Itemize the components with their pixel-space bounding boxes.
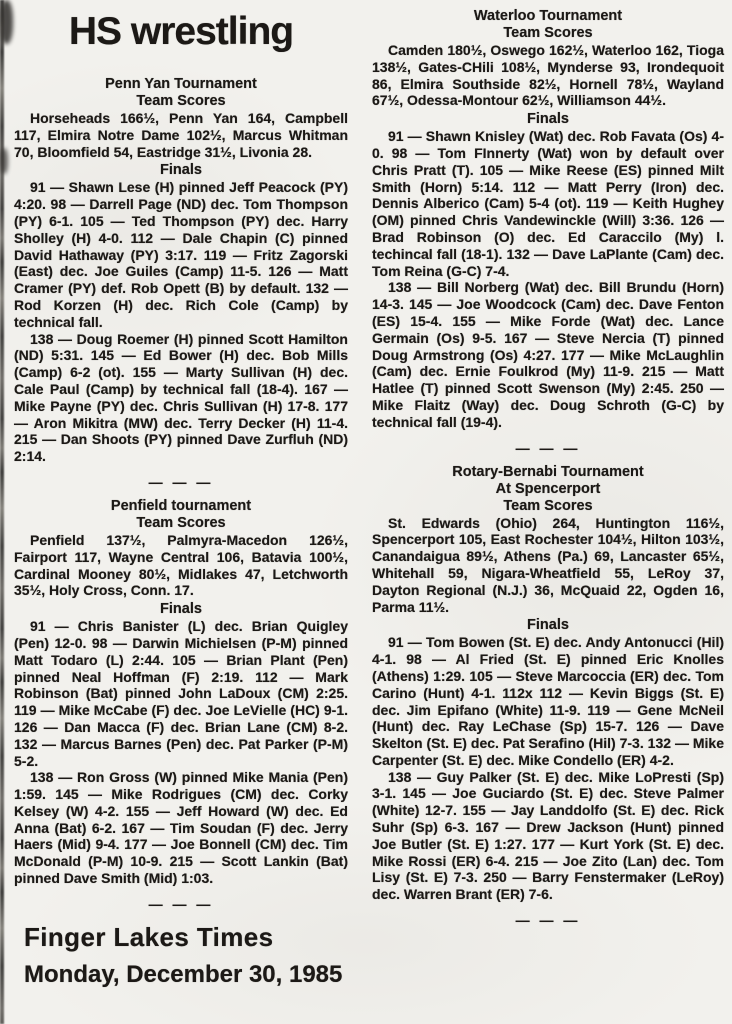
- finals-heading: Finals: [527, 617, 569, 634]
- team-scores-heading: Team Scores: [136, 93, 226, 109]
- finals-heading: Finals: [160, 162, 202, 179]
- tournament-title: Waterloo Tournament: [473, 8, 623, 24]
- section-separator: — — —: [515, 439, 581, 456]
- team-scores-text: Horseheads 166½, Penn Yan 164, Campbell 117, Elmira Notre Dame 102½, Marcus Whitman 70, Bloomfield 54, Eastridge 31½, Livonia 28.: [14, 110, 348, 160]
- penn-yan-tournament-section: [14, 76, 348, 465]
- scan-blob-artifact: [0, 0, 13, 44]
- tournament-location: At Spencerport: [495, 480, 601, 497]
- penfield-tournament-section: [14, 498, 348, 887]
- team-scores-heading: Team Scores: [503, 497, 593, 514]
- tournament-title: Penn Yan Tournament: [105, 76, 257, 92]
- rotary-bernabi-tournament-section: [372, 464, 724, 904]
- team-scores-text: St. Edwards (Ohio) 264, Huntington 116½, Spencerport 105, East Rochester 104½, Hilton 103½, Canandaigua 89½, Athens (Pa.) 69, Lancaster 65½, Whitehall 59, Nigara-Wheatfield 55, LeRoy 37, Dayton Regional (N.J.) 36, McQuaid 22, Ogden 16, Parma 11½.: [372, 514, 724, 615]
- team-scores-heading: Team Scores: [503, 25, 593, 41]
- team-scores-text: Camden 180½, Oswego 162½, Waterloo 162, Tioga 138½, Gates-CHili 108½, Mynderse 93, Irondequoit 86, Elmira Southside 82½, Hornell 78½, Wayland 67½, Odessa-Montour 62½, Williamson 44½.: [372, 42, 724, 109]
- masthead: [14, 922, 348, 989]
- section-separator: — — —: [148, 895, 214, 912]
- finals-paragraph: 138 — Guy Palker (St. E) dec. Mike LoPresti (Sp) 3-1. 145 — Joe Guciardo (St. E) dec. Steve Palmer (White) 12-7. 155 — Jay Landdolfo (St. E) dec. Rick Suhr (Sp) 6-3. 167 — Drew Jackson (Hunt) pinned Joe Butler (St. E) 1:27. 177 — Kurt York (St. E) dec. Mike Rossi (ER) 6-4. 215 — Joe Zito (Lan) dec. Tom Lisy (St. E) 7-3. 250 — Barry Fenstermaker (LeRoy) dec. Warren Brant (ER) 7-6.: [372, 768, 724, 903]
- article-headline: HS wrestling: [68, 10, 294, 53]
- publication-name: Finger Lakes Times: [24, 921, 274, 952]
- finals-paragraph: 91 — Shawn Lese (H) pinned Jeff Peacock (PY) 4:20. 98 — Darrell Page (ND) dec. Tom Thompson (PY) 6-1. 105 — Ted Thompson (PY) dec. Harry Sholley (H) 4-0. 112 — Dale Chapin (C) pinned David Hathaway (PY) 3:17. 119 — Fritz Zagorski (East) dec. Joe Guiles (Camp) 11-5. 126 — Matt Cramer (PY) def. Rob Opett (B) by default. 132 — Rod Korzen (H) dec. Rich Cole (Camp) by technical fall.: [14, 179, 348, 330]
- team-scores-text: Penfield 137½, Palmyra-Macedon 126½, Fairport 117, Wayne Central 106, Batavia 100½, Cardinal Mooney 80½, Midlakes 47, Letchworth 35½, Holy Cross, Conn. 17.: [14, 531, 348, 599]
- left-column: [14, 8, 348, 1024]
- tournament-title: Penfield tournament: [110, 497, 252, 514]
- finals-heading: Finals: [160, 601, 202, 618]
- finals-paragraph: 138 — Bill Norberg (Wat) dec. Bill Brundu (Horn) 14-3. 145 — Joe Woodcock (Cam) dec. Dave Fenton (ES) 15-4. 155 — Mike Forde (Wat) dec. Lance Germain (Os) 9-5. 167 — Steve Nercia (T) pinned Doug Armstrong (Os) 4:27. 177 — Mike McLaughlin (Cam) dec. Ernie Foulkrod (My) 11-9. 215 — Matt Hatlee (T) pinned Scott Swenson (My) 2:45. 250 — Mike Flaitz (Way) dec. Doug Schroth (G-C) by technical fall (19-4).: [372, 279, 724, 430]
- waterloo-tournament-section: [372, 8, 724, 431]
- finals-paragraph: 138 — Doug Roemer (H) pinned Scott Hamilton (ND) 5:31. 145 — Ed Bower (H) dec. Bob Mills (Camp) 6-2 (ot). 155 — Marty Sullivan (H) dec. Cale Paul (Camp) by technical fall (18-4). 167 — Mike Payne (PY) dec. Chris Sullivan (H) 17-8. 177 — Aron Mikitra (MW) dec. Terry Decker (H) 11-4. 215 — Dan Shoots (PY) pinned Dave Zurfluh (ND) 2:14.: [14, 330, 348, 465]
- finals-paragraph: 91 — Tom Bowen (St. E) dec. Andy Antonucci (Hil) 4-1. 98 — Al Fried (St. E) pinned Eric Knolles (Athens) 1:29. 105 — Steve Marcoccia (ER) dec. Tom Carino (Hunt) 4-1. 112x 112 — Kevin Biggs (St. E) dec. Jim Epifano (White) 11-9. 119 — Gene McNeil (Hunt) dec. Ray LeChase (Sp) 15-7. 126 — Dave Skelton (St. E) dec. Pat Serafino (Hil) 7-3. 132 — Mike Carpenter (St. E) dec. Mike Condello (ER) 4-2.: [372, 634, 724, 768]
- tournament-title: Rotary-Bernabi Tournament: [452, 463, 644, 480]
- finals-heading: Finals: [527, 111, 569, 128]
- scan-blob-artifact: [0, 148, 8, 174]
- finals-paragraph: 91 — Chris Banister (L) dec. Brian Quigley (Pen) 12-0. 98 — Darwin Michielsen (P-M) pinned Matt Todaro (L) 2:44. 105 — Brian Plant (Pen) pinned Neal Hoffman (F) 2:19. 112 — Mark Robinson (Bat) pinned John LaDoux (CM) 2:25. 119 — Mike McCabe (F) dec. Joe LeVielle (HC) 9-1. 126 — Dan Macca (F) dec. Brian Lane (CM) 8-2. 132 — Marcus Barnes (Pen) dec. Pat Parker (P-M) 5-2.: [14, 618, 348, 769]
- right-column: [372, 8, 724, 1024]
- team-scores-heading: Team Scores: [136, 514, 226, 531]
- section-separator: — — —: [515, 912, 581, 929]
- publication-date: Monday, December 30, 1985: [24, 960, 343, 988]
- finals-paragraph: 138 — Ron Gross (W) pinned Mike Mania (Pen) 1:59. 145 — Mike Rodrigues (CM) dec. Corky Kelsey (W) 4-2. 155 — Jeff Howard (W) dec. Ed Anna (Bat) 6-2. 167 — Tim Soudan (F) dec. Jerry Haers (Mid) 9-4. 177 — Joe Bonnell (CM) dec. Tim McDonald (P-M) 10-9. 215 — Scott Lankin (Bat) pinned Dave Smith (Mid) 1:03.: [14, 769, 348, 887]
- section-separator: — — —: [148, 473, 214, 490]
- finals-paragraph: 91 — Shawn Knisley (Wat) dec. Rob Favata (Os) 4-0. 98 — Tom FInnerty (Wat) won by default over Chris Pratt (T). 105 — Mike Reese (ES) pinned Milt Smith (Horn) 5:14. 112 — Matt Perry (Iron) dec. Dennis Alberico (Cam) 5-4 (ot). 119 — Keith Hughey (OM) pinned Chris Vandewinckle (Will) 3:36. 126 — Brad Robinson (O) dec. Ed Caraccilo (My) l. techincal fall (18-1). 132 — Dave LaPlante (Cam) dec. Tom Reina (G-C) 7-4.: [372, 128, 724, 279]
